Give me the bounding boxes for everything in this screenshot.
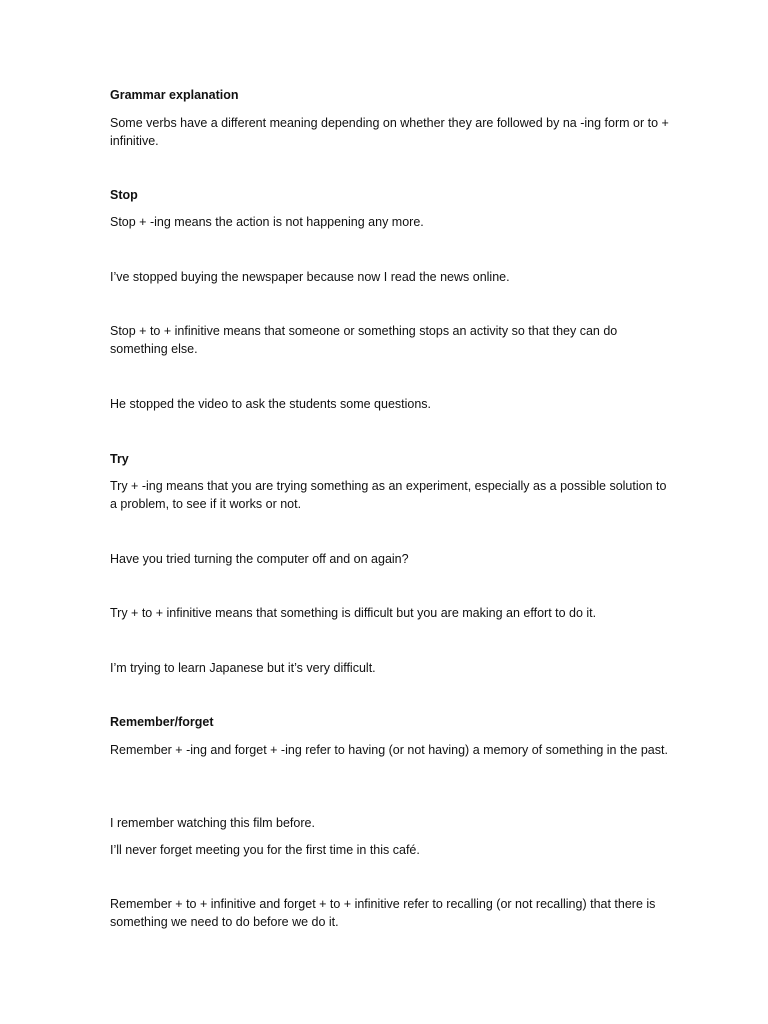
try-ing-rule: Try + -ing means that you are trying something as an experiment, especially as a possible solution to a problem, to see if it works or not. — [110, 479, 667, 511]
section-heading-try: Try — [110, 452, 129, 466]
stop-infinitive-rule: Stop + to + infinitive means that someone or something stops an activity so that they can do something else. — [110, 324, 618, 356]
section-heading-stop: Stop — [110, 188, 138, 202]
stop-ing-rule: Stop + -ing means the action is not happening any more. — [110, 215, 424, 229]
document-title: Grammar explanation — [110, 88, 239, 102]
try-infinitive-example: I’m trying to learn Japanese but it’s very difficult. — [110, 661, 376, 675]
stop-ing-example: I’ve stopped buying the newspaper because now I read the news online. — [110, 270, 510, 284]
remember-forget-ing-example-2: I’ll never forget meeting you for the first time in this café. — [110, 843, 420, 857]
section-heading-remember-forget: Remember/forget — [110, 715, 214, 729]
stop-infinitive-example: He stopped the video to ask the students some questions. — [110, 397, 432, 411]
remember-forget-infinitive-rule: Remember + to + infinitive and forget + to + infinitive refer to recalling (or not recalling) that there is something we need to do before we do it. — [110, 897, 656, 929]
try-infinitive-rule: Try + to + infinitive means that something is difficult but you are making an effort to do it. — [110, 606, 597, 620]
try-ing-example: Have you tried turning the computer off and on again? — [110, 552, 409, 566]
remember-forget-ing-example-1: I remember watching this film before. — [110, 816, 315, 830]
intro-paragraph: Some verbs have a different meaning depending on whether they are followed by na -ing form or to + infinitive. — [110, 116, 669, 148]
remember-forget-ing-rule: Remember + -ing and forget + -ing refer to having (or not having) a memory of something in the past. — [110, 743, 668, 757]
